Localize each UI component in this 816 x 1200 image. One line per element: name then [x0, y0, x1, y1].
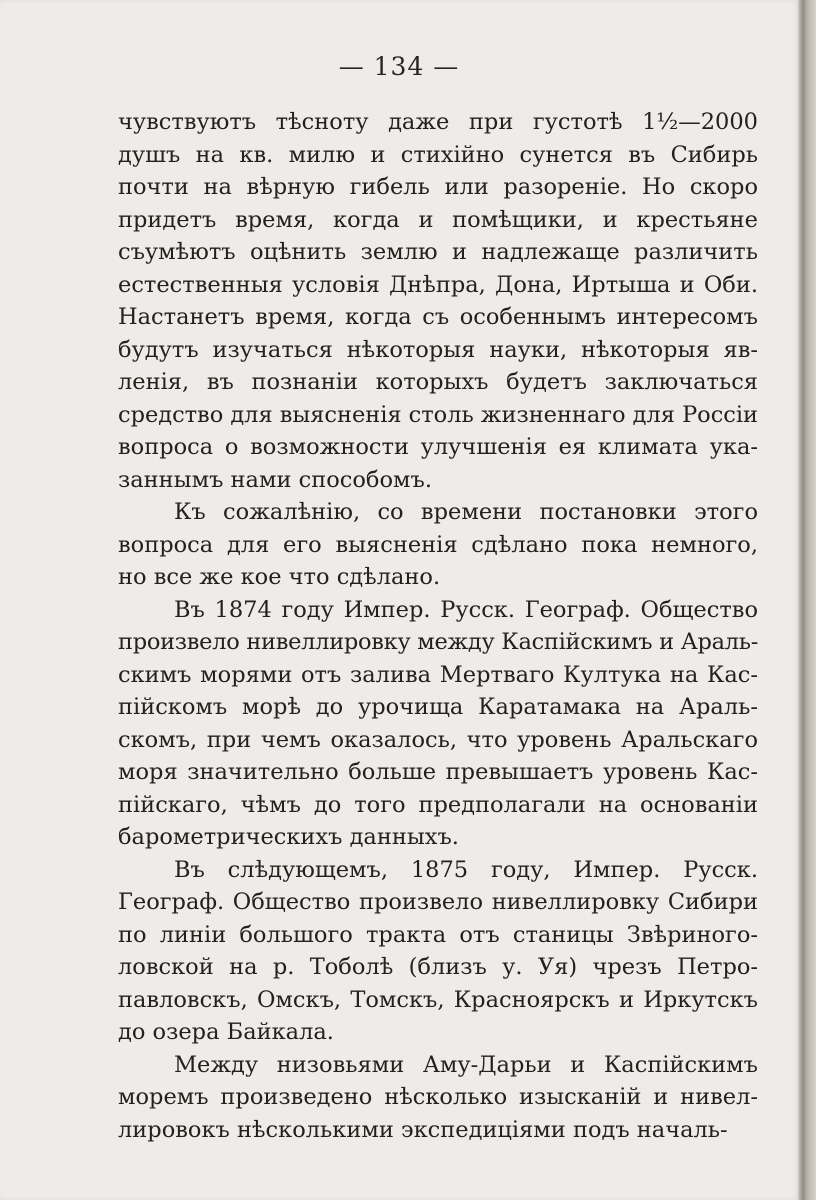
paragraph	[118, 496, 758, 594]
text-line: чувствуютъ тѣсноту даже при густотѣ 1½—2000	[118, 109, 758, 135]
text-line: естественныя условія Днѣпра, Дона, Иртыша и Оби.	[118, 271, 758, 298]
text-line: придетъ время, когда и помѣщики, и крестьяне	[118, 206, 758, 233]
paragraph	[118, 1049, 758, 1147]
page-edge-shadow	[798, 0, 816, 1200]
text-line: барометрическихъ данныхъ.	[118, 824, 459, 850]
text-line: съумѣютъ оцѣнить землю и надлежаще различить	[118, 239, 758, 265]
text-line: произвело нивеллировку между Каспійскимъ и Араль-	[118, 629, 759, 655]
text-line: почти на вѣрную гибель или разореніе. Но скоро	[118, 174, 758, 200]
paragraph	[118, 854, 758, 1049]
text-line: павловскъ, Омскъ, Томскъ, Красноярскъ и Иркутскъ	[118, 986, 758, 1013]
paragraph	[118, 106, 758, 496]
text-line: заннымъ нами способомъ.	[118, 466, 432, 493]
text-line: Настанетъ время, когда съ особеннымъ интересомъ	[118, 304, 758, 330]
text-line: по линіи большого тракта отъ станицы Звѣриного-	[118, 921, 758, 948]
text-line: но все же кое что сдѣлано.	[118, 564, 441, 590]
text-line: скимъ морями отъ залива Мертваго Култука на Кас-	[118, 661, 758, 688]
text-line: будутъ изучаться нѣкоторыя науки, нѣкоторыя яв-	[118, 336, 758, 363]
text-line: Въ 1874 году Импер. Русск. Географ. Общество	[174, 596, 758, 623]
paragraph	[118, 594, 758, 854]
text-line: моремъ произведено нѣсколько изысканій и нивел-	[118, 1084, 758, 1110]
text-line: скомъ, при чемъ оказалось, что уровень Аральскаго	[118, 726, 758, 753]
text-line: ловской на р. Тоболѣ (близъ у. Уя) чрезъ Петро-	[118, 954, 758, 980]
text-line: вопроса о возможности улучшенія ея климата ука-	[118, 434, 758, 460]
page-number: — 134 —	[338, 52, 460, 81]
text-line: Между низовьями Аму-Дарьи и Каспійскимъ	[174, 1051, 758, 1078]
text-line: моря значительно больше превышаетъ уровень Кас-	[118, 759, 758, 785]
text-line: лировокъ нѣсколькими экспедиціями подъ началь-	[118, 1116, 728, 1143]
text-line: средство для выясненія столь жизненнаго для Россіи	[118, 401, 758, 428]
text-line: ленія, въ познаніи которыхъ будетъ заключаться	[118, 369, 758, 395]
text-line: пійскомъ морѣ до урочища Каратамака на Араль-	[118, 694, 758, 720]
text-line: пійскаго, чѣмъ до того предполагали на основаніи	[118, 791, 758, 818]
text-line: до озера Байкала.	[118, 1019, 334, 1045]
text-line: Къ сожалѣнію, со времени постановки этого	[174, 499, 758, 525]
text-line: душъ на кв. милю и стихійно сунется въ Сибирь	[118, 141, 758, 168]
text-line: вопроса для его выясненія сдѣлано пока немного,	[118, 531, 758, 558]
body-text	[118, 106, 758, 1146]
text-line: Географ. Общество произвело нивеллировку Сибири	[118, 889, 758, 915]
text-line: Въ слѣдующемъ, 1875 году, Импер. Русск.	[174, 856, 758, 883]
